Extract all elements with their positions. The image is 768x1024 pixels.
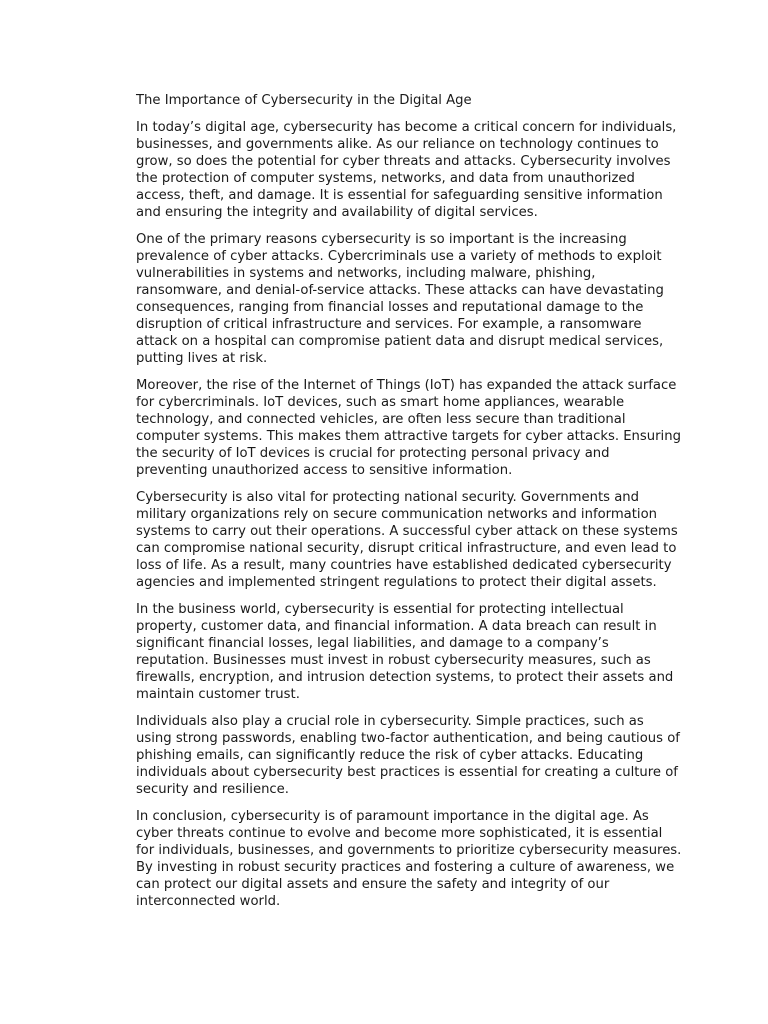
document-title: The Importance of Cybersecurity in the Digital Age	[136, 93, 472, 108]
paragraph-business: In the business world, cybersecurity is essential for protecting intellectual property, customer data, and financial information. A data breach can result in significant financial losses, legal liabilities, and damage to a company’s reputation. Businesses must invest in robust cybersecurity measures, such as firewalls, encryption, and intrusion detection systems, to protect their assets and maintain customer trust.	[136, 602, 674, 702]
paragraph-cyber-attacks: One of the primary reasons cybersecurity is so important is the increasing prevalence of cyber attacks. Cybercriminals use a variety of methods to exploit vulnerabilities in systems and networks, including malware, phishing, ransomware, and denial-of-service attacks. These attacks can have devastating consequences, ranging from financial losses and reputational damage to the disruption of critical infrastructure and services. For example, a ransomware attack on a hospital can compromise patient data and disrupt medical services, putting lives at risk.	[136, 232, 664, 366]
paragraph-iot: Moreover, the rise of the Internet of Things (IoT) has expanded the attack surface for cybercriminals. IoT devices, such as smart home appliances, wearable technology, and connected vehicles, are often less secure than traditional computer systems. This makes them attractive targets for cyber attacks. Ensuring the security of IoT devices is crucial for protecting personal privacy and preventing unauthorized access to sensitive information.	[136, 378, 681, 478]
paragraph-conclusion: In conclusion, cybersecurity is of paramount importance in the digital age. As cyber threats continue to evolve and become more sophisticated, it is essential for individuals, businesses, and governments to prioritize cybersecurity measures. By investing in robust security practices and fostering a culture of awareness, we can protect our digital assets and ensure the safety and integrity of our interconnected world.	[136, 809, 682, 909]
document-page	[136, 92, 682, 920]
paragraph-national-security: Cybersecurity is also vital for protecting national security. Governments and military organizations rely on secure communication networks and information systems to carry out their operations. A successful cyber attack on these systems can compromise national security, disrupt critical infrastructure, and even lead to loss of life. As a result, many countries have established dedicated cybersecurity agencies and implemented stringent regulations to protect their digital assets.	[136, 490, 678, 590]
paragraph-introduction: In today’s digital age, cybersecurity has become a critical concern for individuals, businesses, and governments alike. As our reliance on technology continues to grow, so does the potential for cyber threats and attacks. Cybersecurity involves the protection of computer systems, networks, and data from unauthorized access, theft, and damage. It is essential for safeguarding sensitive information and ensuring the integrity and availability of digital services.	[136, 120, 677, 220]
paragraph-individuals: Individuals also play a crucial role in cybersecurity. Simple practices, such as using strong passwords, enabling two-factor authentication, and being cautious of phishing emails, can significantly reduce the risk of cyber attacks. Educating individuals about cybersecurity best practices is essential for creating a culture of security and resilience.	[136, 714, 680, 797]
